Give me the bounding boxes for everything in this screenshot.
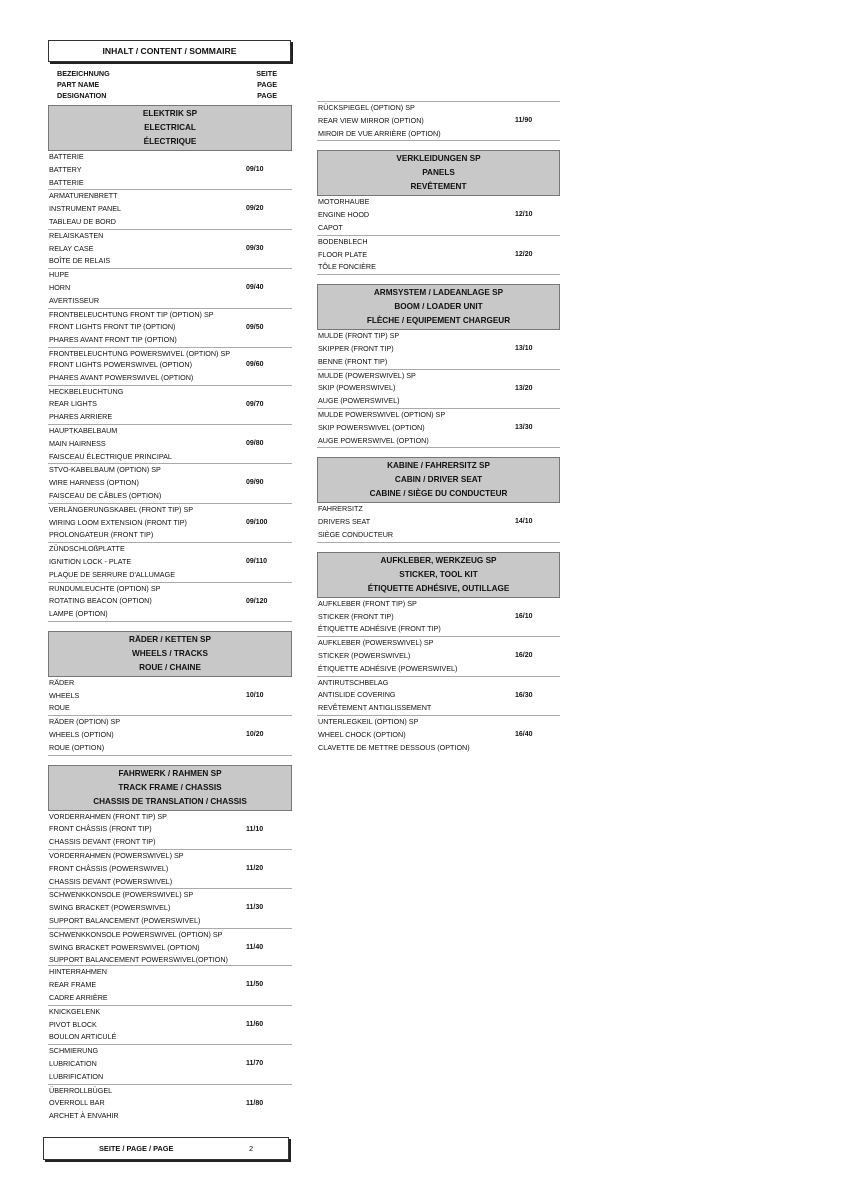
entry-name-fr: TABLEAU DE BORD <box>49 216 116 226</box>
entry-name-en: ENGINE HOOD <box>318 210 370 220</box>
entry-name-en: BATTERY <box>49 164 82 174</box>
entry-name-fr: CHASSIS DEVANT (FRONT TIP) <box>49 837 156 847</box>
contents-entry[interactable] <box>317 677 560 716</box>
entry-page-ref: 11/80 <box>246 1099 264 1107</box>
entry-name-de: ÜBERROLLBÜGEL <box>49 1085 113 1095</box>
entry-name-fr: SIÈGE CONDUCTEUR <box>318 529 394 539</box>
contents-entry[interactable] <box>317 598 560 637</box>
section-heading <box>317 284 560 330</box>
entry-name-en: OVERROLL BAR <box>49 1098 105 1108</box>
contents-entry[interactable] <box>317 330 560 369</box>
contents-title: INHALT / CONTENT / SOMMAIRE <box>48 40 291 62</box>
entry-page-ref: 09/100 <box>246 518 268 526</box>
entry-name-de: HINTERRAHMEN <box>49 967 107 977</box>
entry-name-de: RÄDER <box>49 677 75 687</box>
section-heading-line: ELEKTRIK SP <box>142 109 198 118</box>
section-heading-line: CABINE / SIÈGE DU CONDUCTEUR <box>369 489 508 499</box>
entry-name-de: KNICKGELENK <box>49 1006 101 1016</box>
entry-name-fr: ROUE <box>49 703 70 713</box>
entry-page-ref: 11/50 <box>246 981 264 989</box>
entry-name-en: WHEELS (OPTION) <box>49 730 114 740</box>
entry-page-ref: 13/30 <box>515 423 533 431</box>
entry-name-fr: ÉTIQUETTE ADHÉSIVE (POWERSWIVEL) <box>318 663 458 673</box>
entry-page-ref: 11/60 <box>246 1020 264 1028</box>
contents-entry[interactable] <box>317 503 560 542</box>
section-heading <box>48 765 292 811</box>
entry-name-fr: CLAVETTE DE METTRE DESSOUS (OPTION) <box>318 742 470 752</box>
entry-name-en: FLOOR PLATE <box>318 249 367 259</box>
entry-page-ref: 09/60 <box>246 360 264 368</box>
entry-name-de: VERLÄNGERUNGSKABEL (FRONT TIP) SP <box>49 504 194 514</box>
entry-name-fr: LAMPE (OPTION) <box>49 609 108 619</box>
entry-page-ref: 13/10 <box>515 345 533 353</box>
contents-entry[interactable] <box>48 583 292 622</box>
entry-name-fr: CHASSIS DEVANT (POWERSWIVEL) <box>49 876 173 886</box>
entry-name-de: STVO-KABELBAUM (OPTION) SP <box>49 465 161 475</box>
section-heading-line: FLÈCHE / EQUIPEMENT CHARGEUR <box>366 316 511 326</box>
section-heading-line: RÄDER / KETTEN SP <box>129 634 211 644</box>
entry-name-fr: SUPPORT BALANCEMENT (POWERSWIVEL) <box>49 916 201 926</box>
contents-entry[interactable] <box>48 504 292 543</box>
entry-page-ref: 10/20 <box>246 731 264 739</box>
entry-name-fr: PHARES ARRIERE <box>49 412 113 422</box>
entry-name-en: FRONT CHÂSSIS (POWERSWIVEL) <box>49 863 169 873</box>
label-seite: SEITE <box>256 69 277 78</box>
entry-name-de: HUPE <box>49 270 69 280</box>
entry-name-de: FRONTBELEUCHTUNG FRONT TIP (OPTION) SP <box>49 309 214 319</box>
section-heading-line: ÉTIQUETTE ADHÉSIVE, OUTILLAGE <box>367 583 510 593</box>
entry-name-de: MULDE (POWERSWIVEL) SP <box>318 370 416 380</box>
entry-name-en: ROTATING BEACON (OPTION) <box>49 596 152 606</box>
contents-entry[interactable] <box>48 929 292 967</box>
entry-name-de: AUFKLEBER (POWERSWIVEL) SP <box>318 638 434 648</box>
section-heading <box>317 552 560 598</box>
section-heading-line: ARMSYSTEM / LADEANLAGE SP <box>373 288 504 298</box>
section-heading-line: WHEELS / TRACKS <box>132 648 208 658</box>
contents-entry[interactable] <box>48 677 292 716</box>
entry-name-en: INSTRUMENT PANEL <box>49 204 122 214</box>
entry-page-ref: 09/10 <box>246 166 264 173</box>
section-heading-line: ROUE / CHAINE <box>139 662 201 672</box>
entry-name-de: BATTERIE <box>49 152 84 161</box>
column-labels <box>57 68 277 101</box>
section-heading-line: PANELS <box>422 168 455 178</box>
entry-page-ref: 16/10 <box>515 612 533 620</box>
entry-page-ref: 11/70 <box>246 1060 264 1068</box>
entry-page-ref: 09/110 <box>246 558 268 566</box>
footer-label: SEITE / PAGE / PAGE <box>99 1144 174 1153</box>
entry-name-en: FRONT CHÂSSIS (FRONT TIP) <box>49 824 152 834</box>
contents-entry[interactable] <box>48 230 292 269</box>
contents-entry[interactable] <box>48 1045 292 1084</box>
entry-name-en: WIRING LOOM EXTENSION (FRONT TIP) <box>49 517 187 527</box>
entry-name-de: ZÜNDSCHLOßPLATTE <box>49 544 125 554</box>
entry-page-ref: 09/40 <box>246 284 264 292</box>
entry-page-ref: 09/120 <box>246 597 268 605</box>
entry-name-en: WIRE HARNESS (OPTION) <box>49 478 139 488</box>
contents-entry[interactable] <box>317 101 560 141</box>
contents-entry[interactable] <box>48 464 292 503</box>
entry-name-de: MULDE (FRONT TIP) SP <box>318 331 400 341</box>
entry-name-de: MULDE POWERSWIVEL (OPTION) SP <box>318 409 446 419</box>
entry-name-en: RELAY CASE <box>49 243 94 253</box>
entry-name-en: LUBRICATION <box>49 1059 97 1069</box>
entry-name-en: REAR LIGHTS <box>49 399 97 409</box>
entry-page-ref: 09/20 <box>246 205 264 213</box>
contents-column-right <box>317 101 560 754</box>
section-heading-line: CHASSIS DE TRANSLATION / CHASSIS <box>93 796 247 806</box>
entry-page-ref: 09/70 <box>246 400 264 408</box>
contents-entry[interactable] <box>317 637 560 676</box>
contents-column-left <box>48 105 292 1123</box>
entry-name-en: IGNITION LOCK - PLATE <box>49 556 132 566</box>
entry-name-fr: ÉTIQUETTE ADHÉSIVE (FRONT TIP) <box>318 624 441 634</box>
contents-entry[interactable] <box>48 1085 292 1123</box>
entry-name-de: VORDERRAHMEN (POWERSWIVEL) SP <box>49 851 184 861</box>
entry-name-fr: AUGE (POWERSWIVEL) <box>318 396 400 406</box>
section-heading-line: FAHRWERK / RAHMEN SP <box>118 768 222 778</box>
entry-page-ref: 16/30 <box>515 691 533 699</box>
entry-page-ref: 11/90 <box>515 117 533 124</box>
entry-name-de: SCHWENKKONSOLE POWERSWIVEL (OPTION) SP <box>49 929 223 939</box>
entry-page-ref: 16/20 <box>515 652 533 660</box>
entry-name-de: AUFKLEBER (FRONT TIP) SP <box>318 598 417 608</box>
section-heading <box>317 457 560 503</box>
contents-entry[interactable] <box>48 811 292 850</box>
contents-entry[interactable] <box>48 850 292 889</box>
entry-page-ref: 13/20 <box>515 384 533 392</box>
entry-name-en: FRONT LIGHTS POWERSWIVEL (OPTION) <box>49 359 192 369</box>
entry-name-en: HORN <box>49 282 71 292</box>
section-heading-line: AUFKLEBER, WERKZEUG SP <box>380 555 497 565</box>
contents-entry[interactable] <box>317 409 560 448</box>
entry-name-fr: CAPOT <box>318 222 343 232</box>
entry-name-fr: ARCHET À ENVAHIR <box>49 1111 119 1121</box>
entry-name-en: WHEELS <box>49 690 80 700</box>
entry-name-de: FRONTBELEUCHTUNG POWERSWIVEL (OPTION) SP <box>49 348 231 358</box>
contents-entry[interactable] <box>48 309 292 348</box>
entry-name-fr: FAISCEAU ÉLECTRIQUE PRINCIPAL <box>49 451 172 461</box>
entry-name-en: REAR FRAME <box>49 980 97 990</box>
entry-name-de: RELAISKASTEN <box>49 230 104 240</box>
contents-entry[interactable] <box>317 716 560 754</box>
entry-page-ref: 11/40 <box>246 943 264 951</box>
entry-page-ref: 14/10 <box>515 518 533 526</box>
label-bezeichnung: BEZEICHNUNG <box>57 69 110 78</box>
entry-name-fr: AUGE POWERSWIVEL (OPTION) <box>318 435 429 445</box>
entry-name-en: REAR VIEW MIRROR (OPTION) <box>318 115 424 125</box>
entry-name-de: ARMATURENBRETT <box>49 191 118 201</box>
contents-entry[interactable] <box>317 236 560 275</box>
entry-name-en: SKIPPER (FRONT TIP) <box>318 343 394 353</box>
page-footer <box>43 1137 289 1160</box>
entry-name-en: FRONT LIGHTS FRONT TIP (OPTION) <box>49 322 176 332</box>
entry-page-ref: 10/10 <box>246 691 264 699</box>
entry-name-fr: BOÎTE DE RELAIS <box>49 256 111 266</box>
entry-name-en: SWING BRACKET POWERSWIVEL (OPTION) <box>49 942 200 952</box>
entry-name-en: WHEEL CHOCK (OPTION) <box>318 729 406 739</box>
entry-page-ref: 11/20 <box>246 865 264 873</box>
entry-name-fr: CADRE ARRIÈRE <box>49 993 108 1003</box>
entry-name-en: PIVOT BLOCK <box>49 1019 97 1029</box>
footer-page-number: 2 <box>249 1144 254 1153</box>
entry-name-fr: FAISCEAU DE CÂBLES (OPTION) <box>49 490 162 500</box>
entry-name-en: SKIP (POWERSWIVEL) <box>318 383 396 393</box>
entry-name-en: DRIVERS SEAT <box>318 517 371 527</box>
label-page-fr: PAGE <box>257 91 277 100</box>
entry-page-ref: 16/40 <box>515 730 533 738</box>
entry-name-fr: ROUE (OPTION) <box>49 742 105 752</box>
contents-entry[interactable] <box>48 425 292 464</box>
section-heading <box>317 150 560 196</box>
contents-entry[interactable] <box>48 151 292 190</box>
entry-name-de: RÄDER (OPTION) SP <box>49 717 121 727</box>
entry-name-de: HECKBELEUCHTUNG <box>49 386 124 396</box>
entry-page-ref: 09/30 <box>246 244 264 252</box>
entry-name-fr: MIROIR DE VUE ARRIÈRE (OPTION) <box>318 128 441 138</box>
label-part-name: PART NAME <box>57 80 100 89</box>
contents-entry[interactable] <box>48 543 292 582</box>
entry-page-ref: 12/20 <box>515 250 533 258</box>
entry-name-fr: PHARES AVANT FRONT TIP (OPTION) <box>49 335 177 345</box>
entry-name-de: ANTIRUTSCHBELAG <box>318 677 389 687</box>
section-heading-line: ELECTRICAL <box>144 123 196 132</box>
contents-entry[interactable] <box>48 716 292 755</box>
entry-page-ref: 11/30 <box>246 904 264 912</box>
entry-name-de: HAUPTKABELBAUM <box>49 425 118 435</box>
entry-name-fr: AVERTISSEUR <box>49 295 100 305</box>
entry-name-fr: BENNE (FRONT TIP) <box>318 356 388 366</box>
entry-name-fr: LUBRIFICATION <box>49 1071 104 1081</box>
entry-name-fr: PLAQUE DE SERRURE D'ALLUMAGE <box>49 569 175 579</box>
section-heading-line: ÉLECTRIQUE <box>143 137 197 146</box>
contents-entry[interactable] <box>48 190 292 229</box>
entry-name-en: SKIP POWERSWIVEL (OPTION) <box>318 422 425 432</box>
contents-entry[interactable] <box>48 1006 292 1045</box>
entry-name-de: RÜCKSPIEGEL (OPTION) SP <box>318 103 415 112</box>
entry-name-de: RUNDUMLEUCHTE (OPTION) SP <box>49 583 161 593</box>
entry-name-en: MAIN HAIRNESS <box>49 438 106 448</box>
contents-entry[interactable] <box>48 966 292 1005</box>
entry-name-fr: TÔLE FONCIÈRE <box>318 262 376 272</box>
entry-name-fr: BATTERIE <box>49 177 84 187</box>
entry-name-de: VORDERRAHMEN (FRONT TIP) SP <box>49 811 167 821</box>
entry-page-ref: 12/10 <box>515 211 533 219</box>
entry-name-fr: PROLONGATEUR (FRONT TIP) <box>49 530 154 540</box>
contents-entry[interactable] <box>317 370 560 409</box>
contents-entry[interactable] <box>48 269 292 308</box>
section-heading-line: TRACK FRAME / CHASSIS <box>118 782 222 792</box>
entry-page-ref: 09/50 <box>246 323 264 331</box>
section-heading-line: BOOM / LOADER UNIT <box>394 302 483 312</box>
entry-name-fr: PHARES AVANT POWERSWIVEL (OPTION) <box>49 372 194 382</box>
entry-name-de: BODENBLECH <box>318 236 368 246</box>
entry-name-fr: SUPPORT BALANCEMENT POWERSWIVEL(OPTION) <box>49 955 228 965</box>
section-heading-line: STICKER, TOOL KIT <box>399 569 478 579</box>
entry-name-en: SWING BRACKET (POWERSWIVEL) <box>49 903 171 913</box>
entry-name-en: STICKER (POWERSWIVEL) <box>318 650 411 660</box>
section-heading-line: CABIN / DRIVER SEAT <box>394 475 483 485</box>
label-page: PAGE <box>257 80 277 89</box>
entry-name-fr: REVÊTEMENT ANTIGLISSEMENT <box>318 703 432 713</box>
contents-entry[interactable] <box>317 196 560 235</box>
contents-entry[interactable] <box>48 348 292 386</box>
entry-name-fr: BOULON ARTICULÉ <box>49 1032 117 1042</box>
contents-entry[interactable] <box>48 889 292 928</box>
entry-name-en: ANTISLIDE COVERING <box>318 690 396 700</box>
section-heading-line: KABINE / FAHRERSITZ SP <box>387 461 490 471</box>
entry-page-ref: 09/80 <box>246 439 264 447</box>
entry-page-ref: 09/90 <box>246 479 264 487</box>
section-heading-line: VERKLEIDUNGEN SP <box>396 154 481 164</box>
section-heading-line: REVÊTEMENT <box>410 182 467 192</box>
entry-name-de: FAHRERSITZ <box>318 504 363 514</box>
entry-page-ref: 11/10 <box>246 825 264 833</box>
contents-entry[interactable] <box>48 386 292 425</box>
label-designation: DESIGNATION <box>57 91 107 100</box>
entry-name-de: UNTERLEGKEIL (OPTION) SP <box>318 716 419 726</box>
entry-name-en: STICKER (FRONT TIP) <box>318 611 394 621</box>
entry-name-de: SCHMIERUNG <box>49 1046 99 1056</box>
section-heading <box>48 105 292 151</box>
entry-name-de: SCHWENKKONSOLE (POWERSWIVEL) SP <box>49 890 194 900</box>
section-heading <box>48 631 292 677</box>
entry-name-de: MOTORHAUBE <box>318 197 370 207</box>
